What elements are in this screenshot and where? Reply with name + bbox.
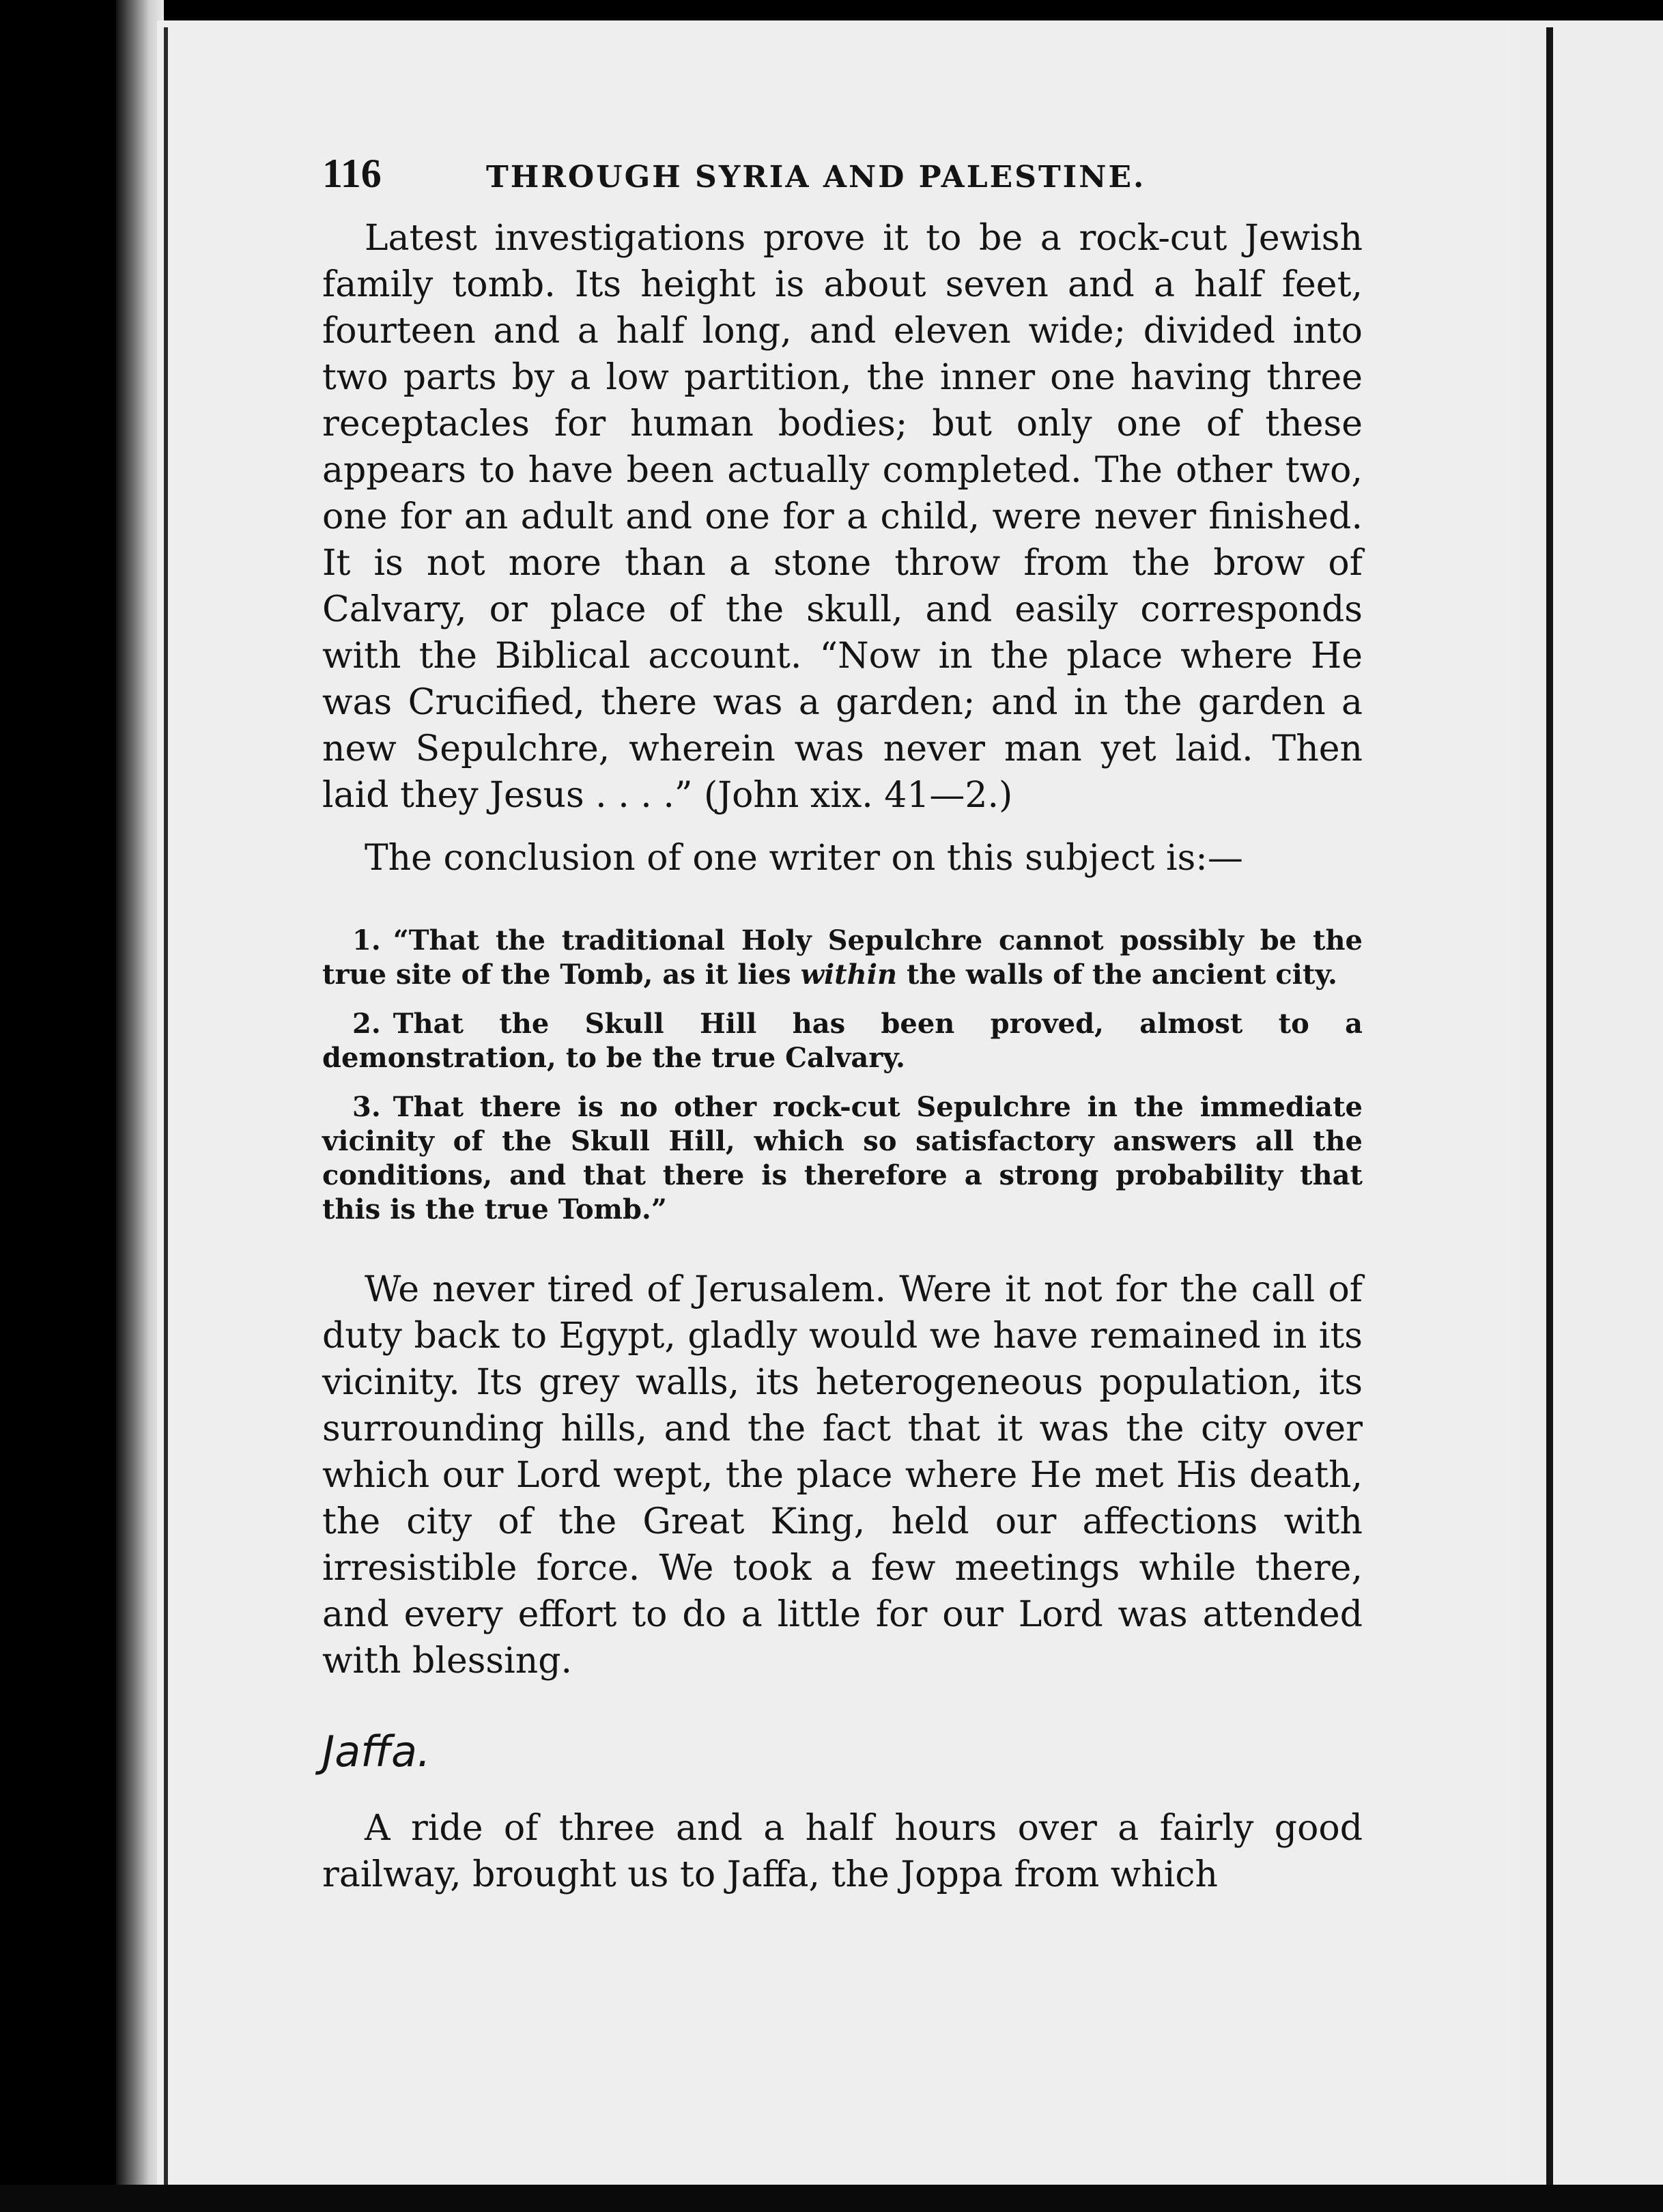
quote-item xyxy=(322,1007,1363,1075)
quote-item-text: That the Skull Hill has been proved, almost to a demonstration, to be the true Calvary. xyxy=(322,1008,1363,1074)
scan-bottom-edge xyxy=(0,2185,1663,2212)
section-heading: Jaffa. xyxy=(322,1727,431,1776)
quote-item xyxy=(322,924,1363,992)
quote-item xyxy=(322,1090,1363,1227)
facing-page-edge xyxy=(1509,20,1663,2192)
body-paragraph: We never tired of Jerusalem. Were it not for the call of duty back to Egypt, gladly would we have remained in its vicinity. Its grey walls, its heterogeneous population, its surrounding hills, and the fact that it was the city over which our Lord wept, the place where He met His death, the city of the Great King, held our affections with irresistible force. We took a few meetings while there, and every effort to do a little for our Lord was attended with blessing. xyxy=(322,1269,1363,1682)
quote-item-number: 1. xyxy=(352,924,381,956)
page-text xyxy=(322,150,1363,1898)
page-number: 116 xyxy=(322,151,382,196)
page-right-edge xyxy=(1546,27,1553,2185)
body-paragraph: A ride of three and a half hours over a fairly good railway, brought us to Jaffa, the Joppa from which xyxy=(322,1808,1363,1895)
page-left-edge xyxy=(164,27,168,2185)
quote-item-number: 3. xyxy=(352,1091,381,1123)
quote-item-text: the walls of the ancient city. xyxy=(897,959,1337,991)
quote-item-number: 2. xyxy=(352,1008,381,1040)
quote-item-text: That there is no other rock-cut Sepulchre in the immediate vicinity of the Skull Hill, which so satisfactory answers all the conditions, and that there is therefore a strong probability that this is the true Tomb.” xyxy=(322,1091,1363,1225)
quote-item-emphasis: within xyxy=(800,959,898,991)
quote-item-text: “That the traditional Holy Sepulchre cannot possibly be the true site of the Tomb, as it lies xyxy=(322,924,1363,991)
running-header xyxy=(322,150,1363,197)
body-paragraph: The conclusion of one writer on this subject is:— xyxy=(365,838,1243,879)
body-paragraph: Latest investigations prove it to be a rock-cut Jewish family tomb. Its height is about seven and a half feet, fourteen and a half long, and eleven wide; divided into two parts by a low partition, the inner one having three receptacles for human bodies; but only one of these appears to have been actually completed. The other two, one for an adult and one for a child, were never finished. It is not more than a stone throw from the brow of Calvary, or place of the skull, and easily corresponds with the Biblical account. “Now in the place where He was Crucified, there was a garden; and in the garden a new Sepulchre, wherein was never man yet laid. Then laid they Jesus . . . .” (John xix. 41—2.) xyxy=(322,218,1363,816)
quoted-conclusion xyxy=(322,924,1363,1227)
running-title: THROUGH SYRIA AND PALESTINE. xyxy=(486,160,1146,195)
